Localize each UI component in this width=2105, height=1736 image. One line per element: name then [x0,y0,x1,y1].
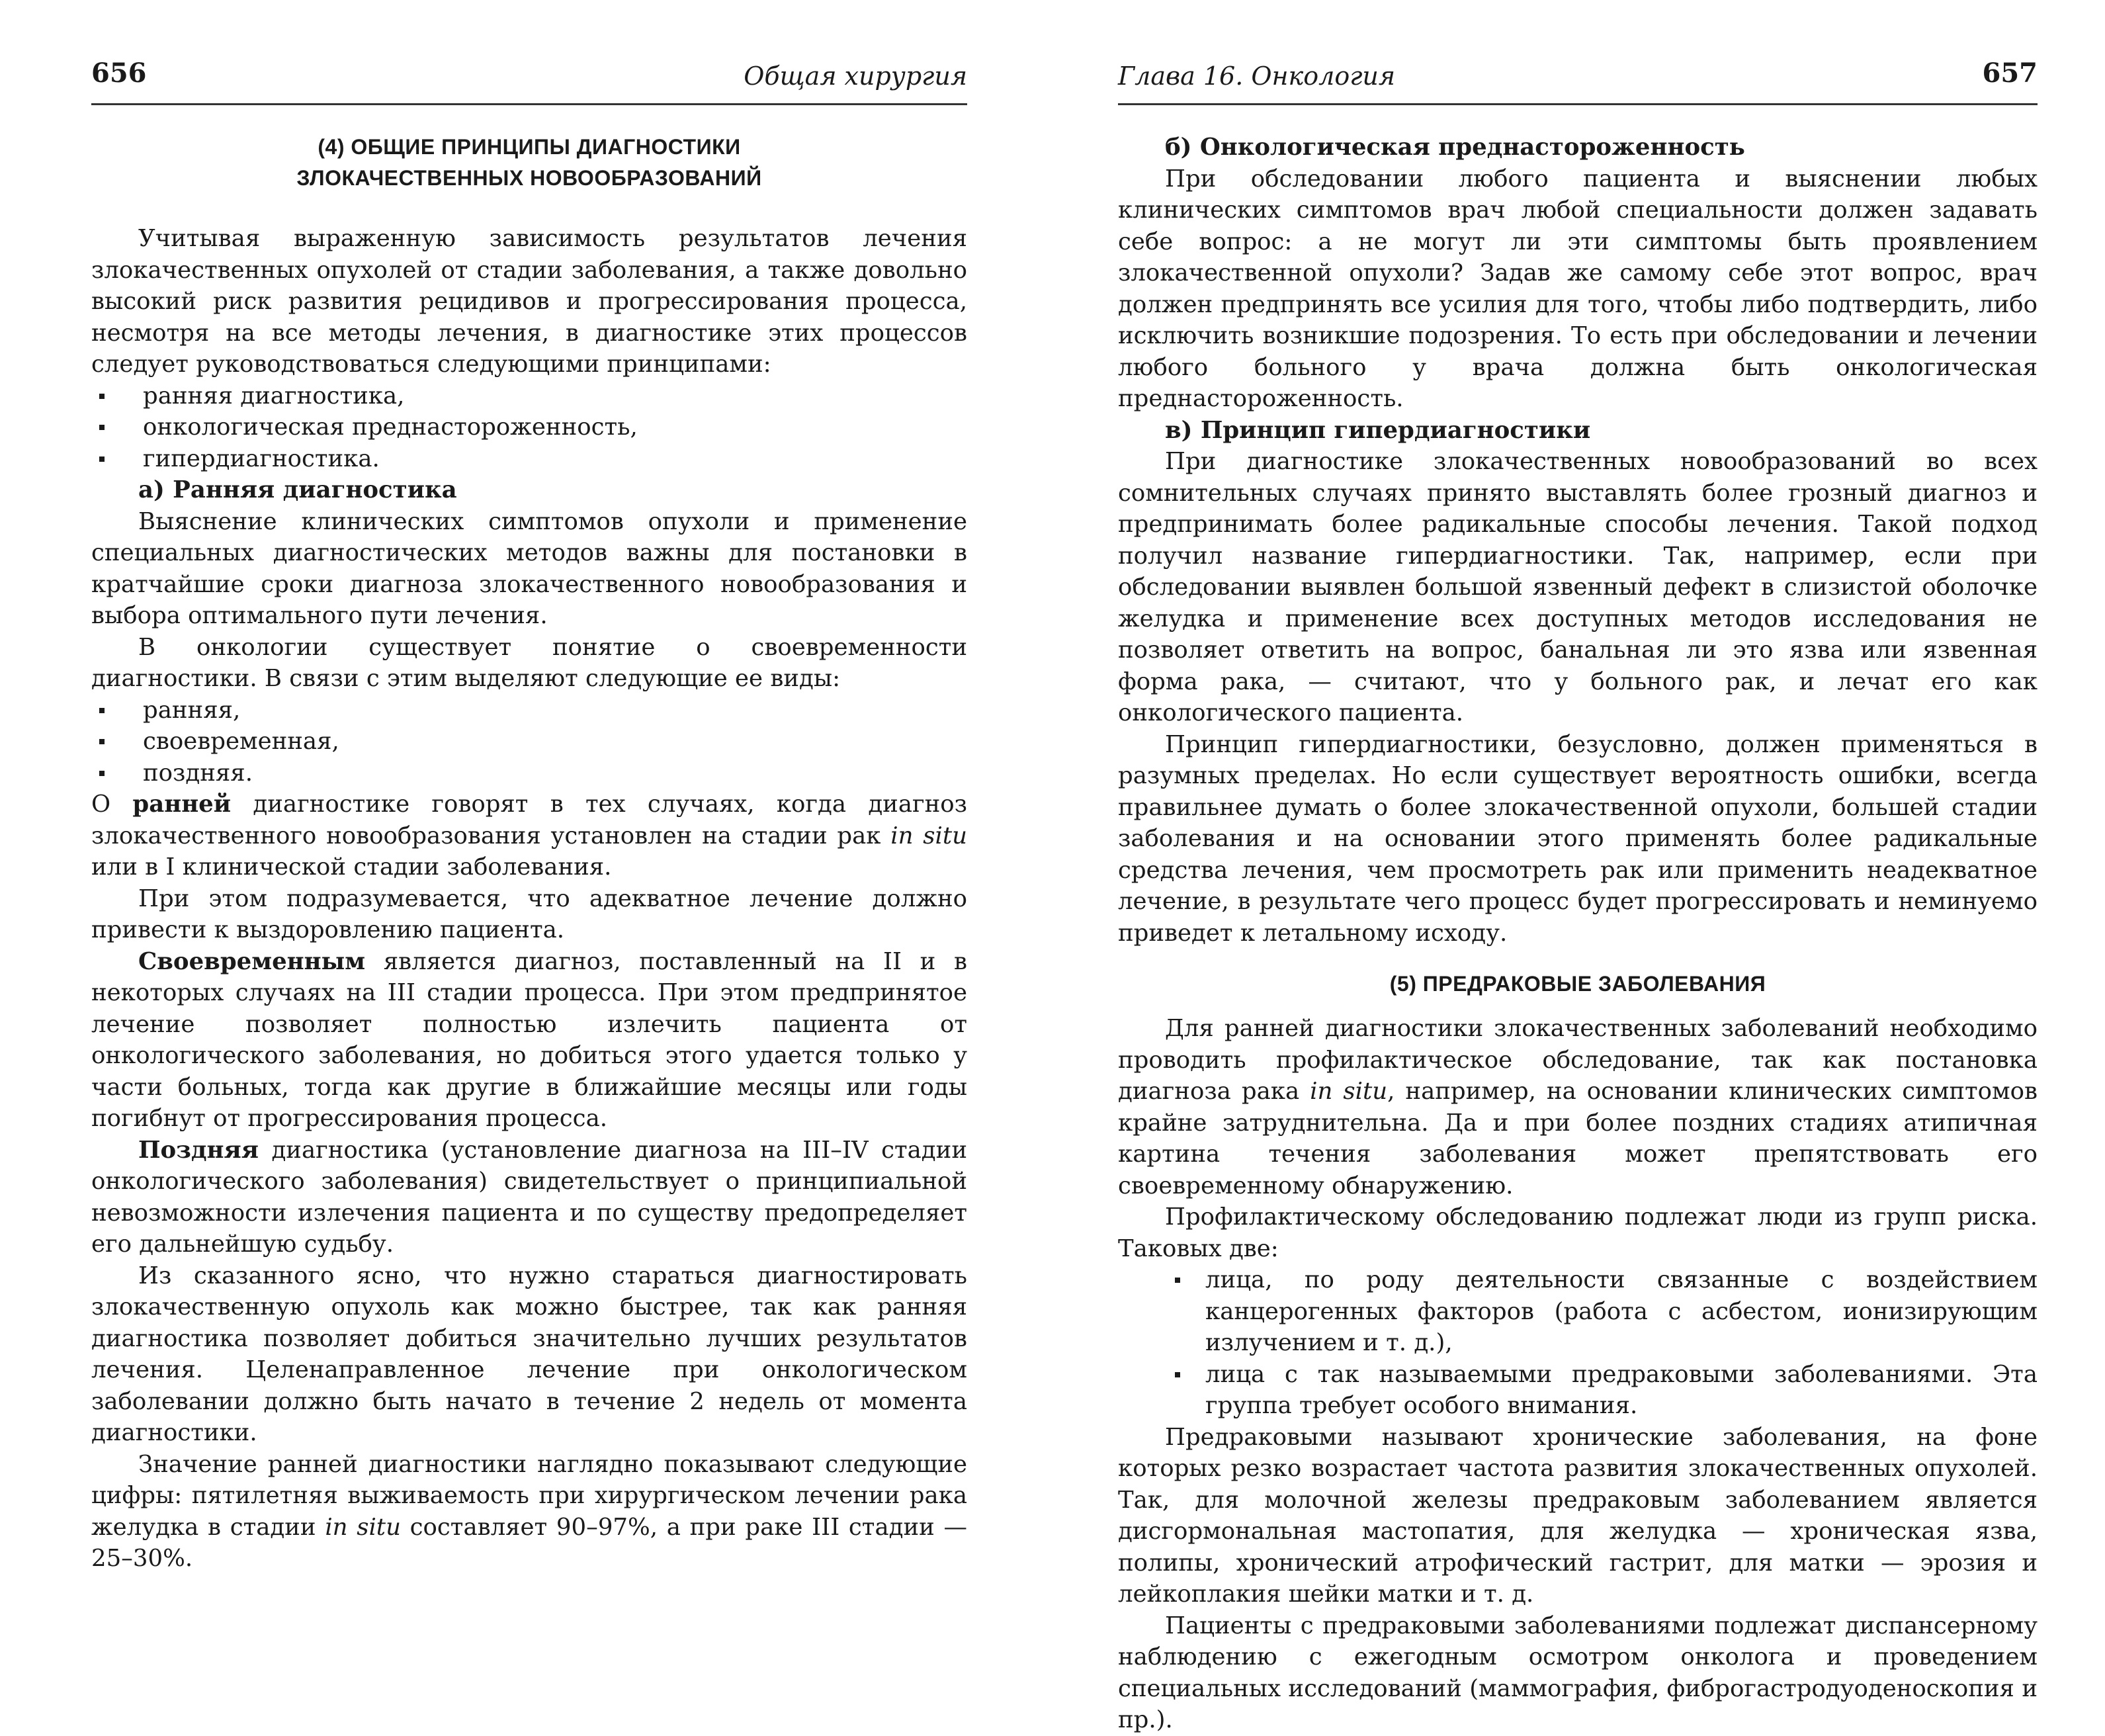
paragraph: Из сказанного ясно, что нужно стараться диагностировать злокачественную опухоль как можно быстрее, так как ранняя диагностика позволяет добиться значительно лучших результатов лечения. Целенаправленное лечение при онкологическом заболевании должно быть начато в течение 2 недель от момента диагностики. [91,1262,967,1446]
term: Своевременным [138,947,366,975]
page-number: 657 [1982,58,2038,89]
paragraph: При диагностике злокачественных новообразований во всех сомнительных случаях принято выставлять более грозный диагноз и предпринимать более радикальные способы лечения. Такой подход получил название гипердиагностики. Так, например, если при обследовании выявлен большой язвенный дефект в слизистой оболочке желудка и применение всех доступных методов исследования не позволяет ответить на вопрос, банальная ли это язва или язвенная форма рака, — считают, что у больного рак, и лечат его как онкологического пациента. [1118,448,2038,726]
list-item: лица с так называемыми предраковыми заболеваниями. Эта группа требует особого внимания. [1118,1359,2038,1422]
list-item: ранняя диагностика, [91,380,967,412]
principles-list [91,380,967,475]
types-list [91,695,967,789]
running-header [91,54,967,105]
text: диагностике говорят в тех случаях, когда диагноз злокачественного новообразования установлен на стадии рак [91,791,968,849]
list-item: гипердиагностика. [91,443,967,475]
paragraph: Пациенты с предраковыми заболеваниями подлежат диспансерному наблюдению с ежегодным осмотром онколога и проведением специальных исследований (маммография, фиброгастродуоденоскопия и пр.). [1118,1612,2038,1733]
latin-term: in situ [325,1513,401,1541]
text: О [91,791,133,818]
text: или в I клинической стадии заболевания. [91,853,612,881]
section-title-line: ЗЛОКАЧЕСТВЕННЫХ НОВООБРАЗОВАНИЙ [296,166,762,190]
term: Поздняя [138,1136,259,1164]
section-title-line: (4) ОБЩИЕ ПРИНЦИПЫ ДИАГНОСТИКИ [318,135,741,159]
text: Значение ранней диагностики наглядно показывают следующие цифры: пятилетняя выживаемость при хирургическом лечении рака желудка в стадии [91,1450,967,1541]
latin-term: in situ [1310,1078,1388,1105]
list-item: своевременная, [91,726,967,758]
risk-groups-list [1118,1264,2038,1422]
running-title: Глава 16. Онкология [1118,62,1396,91]
page-body [1118,132,2038,1736]
paragraph: Учитывая выраженную зависимость результатов лечения злокачественных опухолей от стадии заболевания, а также довольно высокий риск развития рецидивов и прогрессирования процесса, несмотря на все методы лечения, в диагностике этих процессов следует руководствоваться следующими принципами: [91,225,967,378]
latin-term: in situ [890,822,967,849]
page-body [91,132,967,1575]
list-item: онкологическая преднастороженность, [91,412,967,443]
text: является диагноз, поставленный на II и в некоторых случаях на III стадии процесса. При этом предпринятое лечение позволяет полностью излечить пациента от онкологического заболевания, но добиться этого удается только у части больных, тогда как другие в ближайшие месяцы или годы погибнут от прогрессирования процесса. [91,947,967,1132]
paragraph: В онкологии существует понятие о своевременности диагностики. В связи с этим выделяют следующие ее виды: [91,633,967,692]
subsection-heading: б) Онкологическая преднастороженность [1165,134,1745,161]
paragraph [91,946,967,1135]
paragraph [91,1135,967,1260]
text: составляет 90–97%, а при раке III стадии — 25–30%. [91,1513,968,1572]
paragraph: Предраковыми называют хронические заболевания, на фоне которых резко возрастает частота развития злокачественных опухолей. Так, для молочной железы предраковым заболеванием является дисгормональная мастопатия, для желудка — хроническая язва, полипы, хронический атрофический гастрит, для матки — эрозия и лейкоплакия шейки матки и т. д. [1118,1423,2038,1608]
paragraph [91,789,967,883]
text: диагностика (установление диагноза на III–IV стадии онкологического заболевания) свидетельствует о принципиальной невозможности излечения пациента и по существу предопределяет его дальнейшую судьбу. [91,1136,967,1258]
paragraph [91,1449,967,1575]
left-page [0,0,1032,1592]
list-item: ранняя, [91,695,967,726]
list-item: лица, по роду деятельности связанные с воздействием канцерогенных факторов (работа с асбестом, ионизирующим излучением и т. д.), [1118,1264,2038,1359]
paragraph [1118,1013,2038,1201]
list-item: поздняя. [91,758,967,789]
running-header [1118,54,2038,105]
paragraph: Принцип гипердиагностики, безусловно, должен применяться в разумных пределах. Но если существует вероятность ошибки, всегда правильнее думать о более злокачественной опухоли, большей стадии заболевания и на основании этого применять более радикальные средства лечения, чем просмотреть рак или применить неадекватное лечение, в результате чего процесс будет прогрессировать и неминуемо приведет к летальному исходу. [1118,730,2038,947]
subsection-heading: в) Принцип гипердиагностики [1165,416,1591,444]
paragraph: При этом подразумевается, что адекватное лечение должно привести к выздоровлению пациента. [91,885,967,943]
page-number: 656 [91,58,147,89]
right-page [1072,0,2105,1733]
paragraph: Профилактическому обследованию подлежат люди из групп риска. Таковых две: [1118,1203,2038,1262]
paragraph: Выяснение клинических симптомов опухоли и применение специальных диагностических методов важны для постановки в кратчайшие сроки диагноза злокачественного новообразования и выбора оптимального пути лечения. [91,507,967,629]
running-title: Общая хирургия [744,62,967,91]
term: ранней [132,791,232,818]
paragraph: При обследовании любого пациента и выяснении любых клинических симптомов врач любой специальности должен задавать себе вопрос: а не могут ли эти симптомы быть проявлением злокачественной опухоли? Задав же самому себе этот вопрос, врач должен предпринять все усилия для того, чтобы либо подтвердить, либо исключить возникшие подозрения. То есть при обследовании и лечении любого больного у врача должна быть онкологическая преднастороженность. [1118,165,2038,412]
subsection-heading: а) Ранняя диагностика [138,476,457,503]
text: Для ранней диагностики злокачественных заболеваний необходимо проводить профилактическое обследование, так как постановка диагноза рака [1118,1015,2038,1105]
text: , например, на основании клинических симптомов крайне затруднительна. Да и при более поздних стадиях атипичная картина течения заболевания может препятствовать его своевременному обнаружению. [1118,1078,2038,1199]
section-title [91,132,967,194]
section-title: (5) ПРЕДРАКОВЫЕ ЗАБОЛЕВАНИЯ [1389,972,1766,996]
